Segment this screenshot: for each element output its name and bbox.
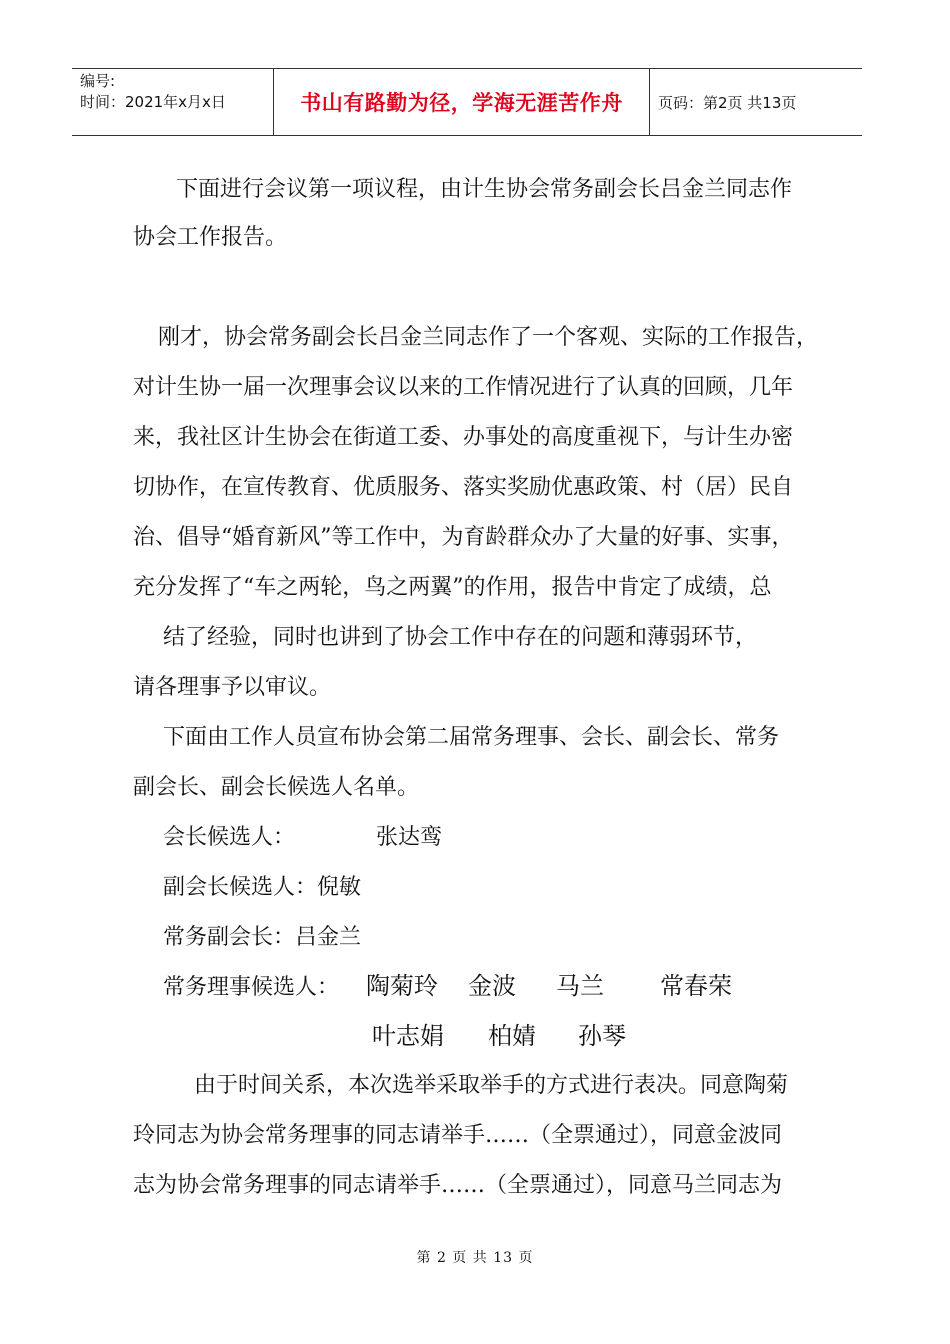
header-motto: 书山有路勤为径，学海无涯苦作舟 <box>274 69 650 135</box>
page-footer: 第 2 页 共 13 页 <box>416 1250 534 1266</box>
paragraph-line: 志为协会常务理事的同志请举手……（全票通过），同意马兰同志为 <box>133 1173 783 1198</box>
executive-vice-line: 常务副会长：吕金兰 <box>163 925 362 950</box>
paragraph-line: 切协作，在宣传教育、优质服务、落实奖励优惠政策、村（居）民自 <box>133 475 794 500</box>
paragraph-line: 玲同志为协会常务理事的同志请举手……（全票通过），同意金波同 <box>133 1123 783 1148</box>
president-label: 会长候选人： <box>163 825 296 850</box>
number-label: 编号: <box>80 72 116 90</box>
paragraph-line: 对计生协一届一次理事会议以来的工作情况进行了认真的回顾，几年 <box>133 375 794 400</box>
paragraph-line: 下面进行会议第一项议程，由计生协会常务副会长吕金兰同志作 <box>176 177 793 202</box>
paragraph-line: 充分发挥了“车之两轮，鸟之两翼”的作用，报告中肯定了成绩，总 <box>133 575 772 600</box>
paragraph-line: 下面由工作人员宣布协会第二届常务理事、会长、副会长、常务 <box>163 725 780 750</box>
paragraph-line: 副会长、副会长候选人名单。 <box>133 775 420 800</box>
director-name: 金波 <box>468 972 516 1000</box>
director-name: 常春荣 <box>660 972 732 1000</box>
paragraph-line: 请各理事予以审议。 <box>133 675 332 700</box>
header-page-info: 页码：第2页 共13页 <box>658 93 797 112</box>
directors-label: 常务理事候选人： <box>163 975 340 1000</box>
vice-president-line: 副会长候选人：倪敏 <box>163 875 362 900</box>
paragraph-line: 治、倡导“婚育新风”等工作中，为育龄群众办了大量的好事、实事， <box>133 525 794 550</box>
president-name: 张达鸾 <box>376 825 443 850</box>
time-label: 时间：2021年x月x日 <box>80 93 226 111</box>
director-name: 叶志娟 <box>372 1022 444 1050</box>
document-header <box>72 68 862 136</box>
paragraph-line: 刚才，协会常务副会长吕金兰同志作了一个客观、实际的工作报告， <box>158 325 819 350</box>
director-name: 陶菊玲 <box>366 972 438 1000</box>
director-name: 马兰 <box>556 972 604 1000</box>
paragraph-line: 来，我社区计生协会在街道工委、办事处的高度重视下，与计生办密 <box>133 425 794 450</box>
director-name: 孙琴 <box>578 1022 626 1050</box>
paragraph-line: 协会工作报告。 <box>133 225 288 250</box>
paragraph-line: 由于时间关系，本次选举采取举手的方式进行表决。同意陶菊 <box>194 1073 789 1098</box>
director-name: 柏婧 <box>488 1022 536 1050</box>
header-meta <box>72 69 274 135</box>
paragraph-line: 结了经验，同时也讲到了协会工作中存在的问题和薄弱环节， <box>163 625 758 650</box>
